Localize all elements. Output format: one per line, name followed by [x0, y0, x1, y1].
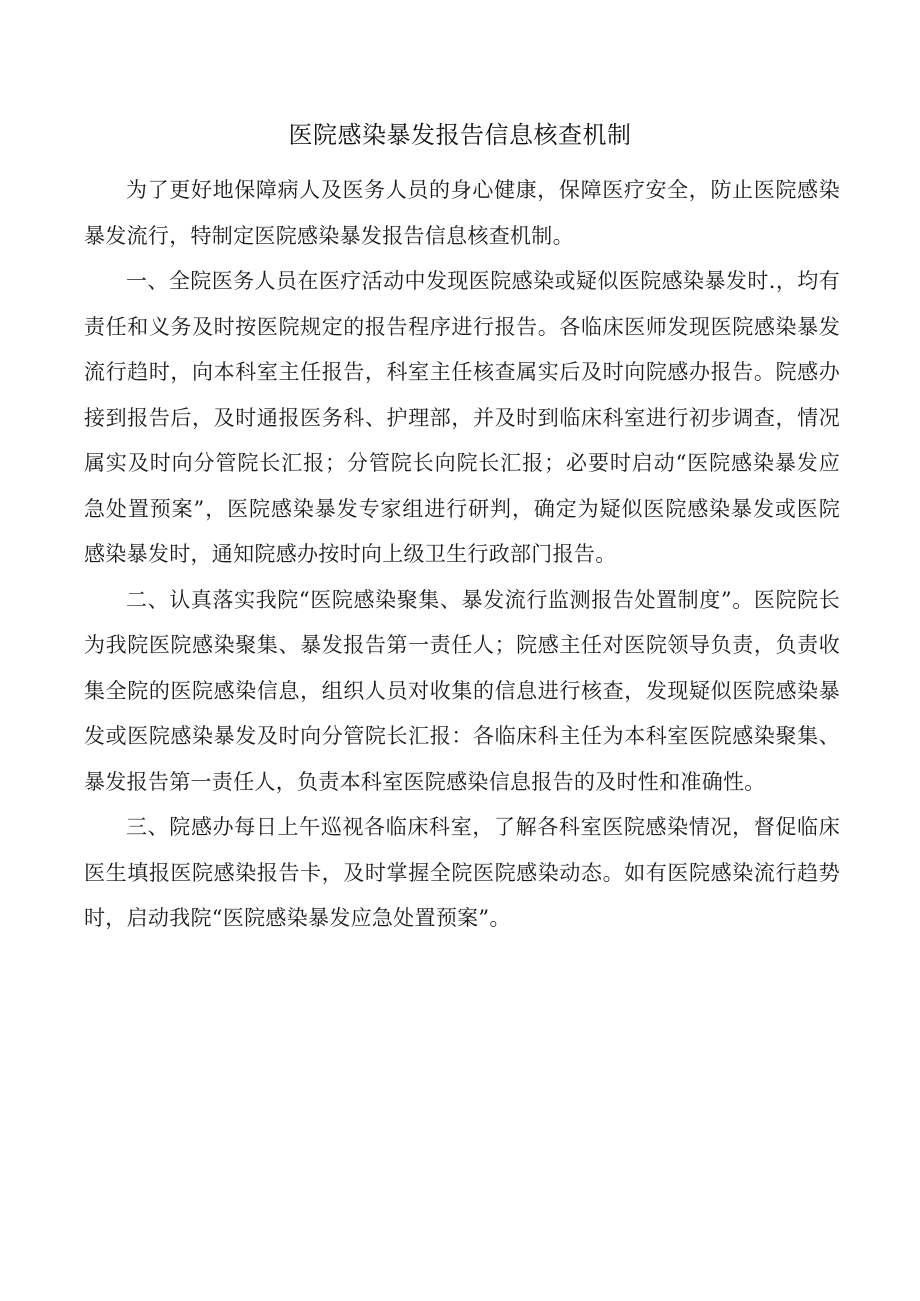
paragraph-3: 三、院感办每日上午巡视各临床科室，了解各科室医院感染情况，督促临床医生填报医院感染报告卡，及时掌握全院医院感染动态。如有医院感染流行趋势时，启动我院“医院感染暴发应急处置预案”。	[84, 815, 840, 930]
document-body	[84, 168, 840, 942]
paragraph-2: 二、认真落实我院“医院感染聚集、暴发流行监测报告处置制度”。医院院长为我院医院感染聚集、暴发报告第一责任人；院感主任对医院领导负责，负责收集全院的医院感染信息，组织人员对收集的信息进行核查，发现疑似医院感染暴发或医院感染暴发及时向分管院长汇报：各临床科主任为本科室医院感染聚集、暴发报告第一责任人，负责本科室医院感染信息报告的及时性和准确性。	[84, 587, 840, 794]
document-title: 医院感染暴发报告信息核查机制	[288, 121, 632, 149]
paragraph-intro: 为了更好地保障病人及医务人员的身心健康，保障医疗安全，防止医院感染暴发流行，特制定医院感染暴发报告信息核查机制。	[84, 178, 840, 248]
paragraph-1: 一、全院医务人员在医疗活动中发现医院感染或疑似医院感染暴发时.，均有责任和义务及时按医院规定的报告程序进行报告。各临床医师发现医院感染暴发流行趋时，向本科室主任报告，科室主任核查属实后及时向院感办报告。院感办接到报告后，及时通报医务科、护理部，并及时到临床科室进行初步调查，情况属实及时向分管院长汇报；分管院长向院长汇报；必要时启动“医院感染暴发应急处置预案”，医院感染暴发专家组进行研判，确定为疑似医院感染暴发或医院感染暴发时，通知院感办按时向上级卫生行政部门报告。	[84, 269, 840, 566]
